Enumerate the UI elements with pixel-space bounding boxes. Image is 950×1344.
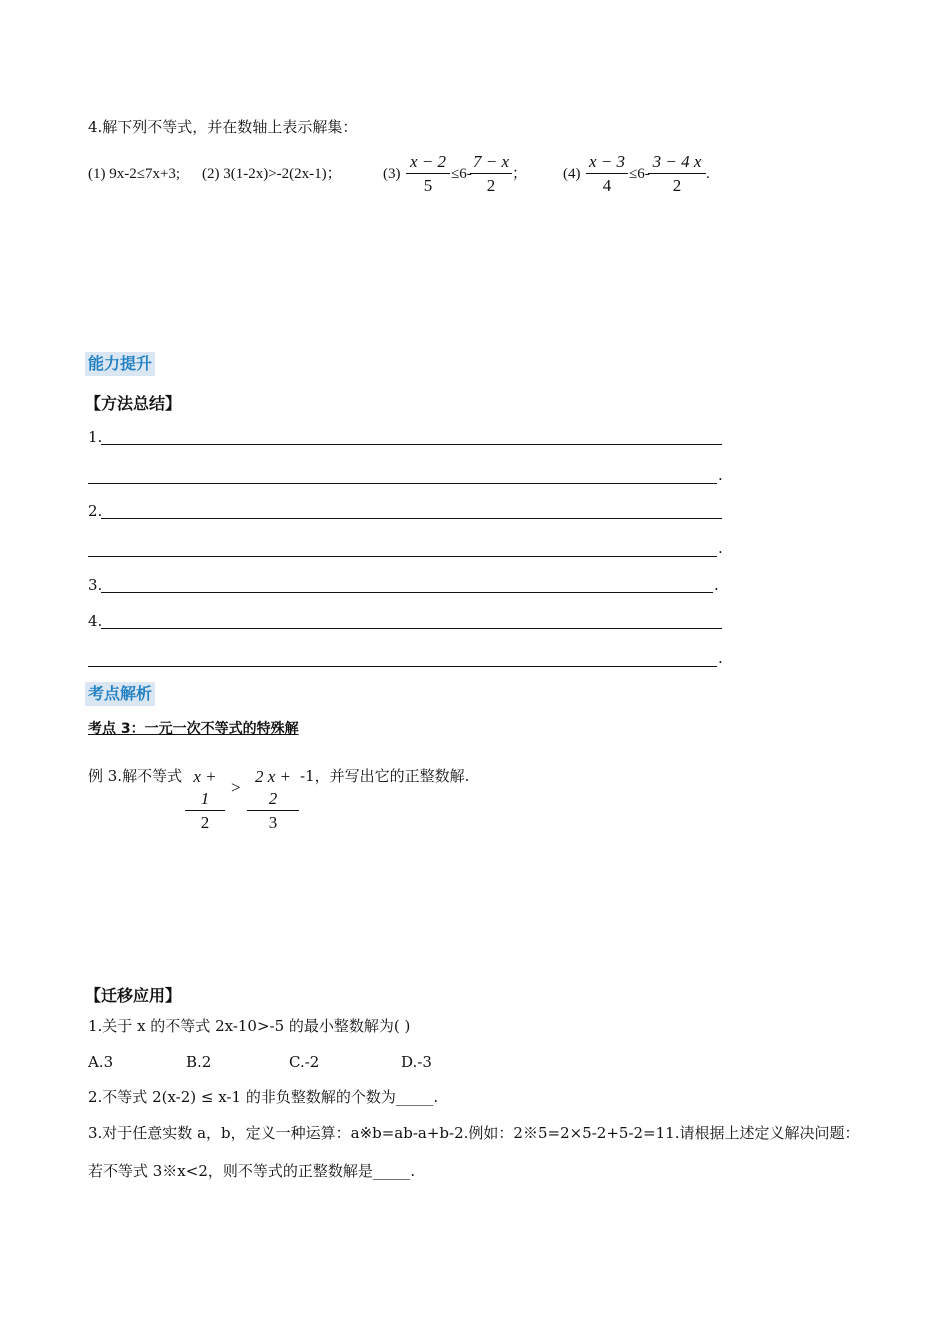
fraction-denominator: 5 xyxy=(423,176,433,195)
q4-part4-fraction-right xyxy=(648,151,706,198)
blank-line xyxy=(101,592,713,593)
fraction-denominator: 2 xyxy=(486,176,496,195)
q4-part3-fraction-left xyxy=(406,151,450,198)
example-suffix: -1，并写出它的正整数解. xyxy=(300,767,470,785)
method-summary-title: 【方法总结】 xyxy=(85,394,182,413)
q4-part3-end: ； xyxy=(512,166,528,182)
q4-part4-middle: ≤6- xyxy=(629,166,650,182)
transfer-title: 【迁移应用】 xyxy=(85,986,182,1005)
q4-part4-end: . xyxy=(706,166,710,182)
q4-part3-fraction-right xyxy=(470,151,512,198)
option-b: B.2 xyxy=(186,1053,212,1071)
summary-item-2-label: 2. xyxy=(88,502,103,520)
fraction-denominator: 4 xyxy=(602,176,612,195)
q4-part3-label: (3) xyxy=(383,166,401,182)
example-fraction-right xyxy=(247,766,299,835)
blank-line xyxy=(101,628,722,629)
blank-line xyxy=(88,666,717,667)
test-point-title: 考点 3：一元一次不等式的特殊解 xyxy=(88,721,299,737)
q4-part2: (2) 3(1-2x)>-2(2x-1)； xyxy=(202,166,342,182)
transfer-question-1: 1.关于 x 的不等式 2x-10>-5 的最小整数解为( ) xyxy=(88,1017,411,1035)
summary-item-1-label: 1. xyxy=(88,428,103,446)
line-period: . xyxy=(718,649,723,667)
q4-intro: 4.解下列不等式，并在数轴上表示解集： xyxy=(88,118,358,136)
fraction-denominator: 2 xyxy=(200,813,210,832)
fraction-numerator: 7 − x xyxy=(470,151,512,174)
q4-part1: (1) 9x-2≤7x+3; xyxy=(88,166,181,182)
blank-line xyxy=(101,518,722,519)
section-heading-ability: 能力提升 xyxy=(85,352,155,376)
line-period: . xyxy=(714,576,719,594)
fraction-numerator: x − 3 xyxy=(586,151,628,174)
blank-line xyxy=(101,444,722,445)
fraction-numerator: 3 − 4 x xyxy=(648,151,706,174)
summary-item-3-label: 3. xyxy=(88,576,103,594)
line-period: . xyxy=(718,539,723,557)
fraction-denominator: 3 xyxy=(268,813,278,832)
option-a: A.3 xyxy=(88,1053,114,1071)
section-heading-analysis: 考点解析 xyxy=(85,682,155,706)
option-c: C.-2 xyxy=(289,1053,320,1071)
greater-than-sign: > xyxy=(231,778,241,797)
blank-line xyxy=(88,556,717,557)
fraction-numerator: x + 1 xyxy=(185,766,225,811)
summary-item-4-label: 4. xyxy=(88,612,103,630)
transfer-question-3-line-2: 若不等式 3※x<2，则不等式的正整数解是_____. xyxy=(88,1162,416,1180)
q4-part4-fraction-left xyxy=(586,151,628,198)
transfer-question-2: 2.不等式 2(x-2) ≤ x-1 的非负整数解的个数为_____. xyxy=(88,1088,439,1106)
transfer-question-3-line-1: 3.对于任意实数 a，b，定义一种运算：a※b=ab-a+b-2.例如：2※5=2×5-2+5-2=11.请根据上述定义解决问题： xyxy=(88,1124,860,1142)
example-fraction-left xyxy=(185,766,225,835)
fraction-denominator: 2 xyxy=(672,176,682,195)
blank-line xyxy=(88,483,717,484)
line-period: . xyxy=(718,466,723,484)
q4-part4-label: (4) xyxy=(563,166,581,182)
fraction-numerator: 2 x + 2 xyxy=(247,766,299,811)
q4-part3-middle: ≤6- xyxy=(451,166,472,182)
example-prefix: 例 3.解不等式 xyxy=(88,767,183,785)
fraction-numerator: x − 2 xyxy=(406,151,450,174)
option-d: D.-3 xyxy=(401,1053,432,1071)
